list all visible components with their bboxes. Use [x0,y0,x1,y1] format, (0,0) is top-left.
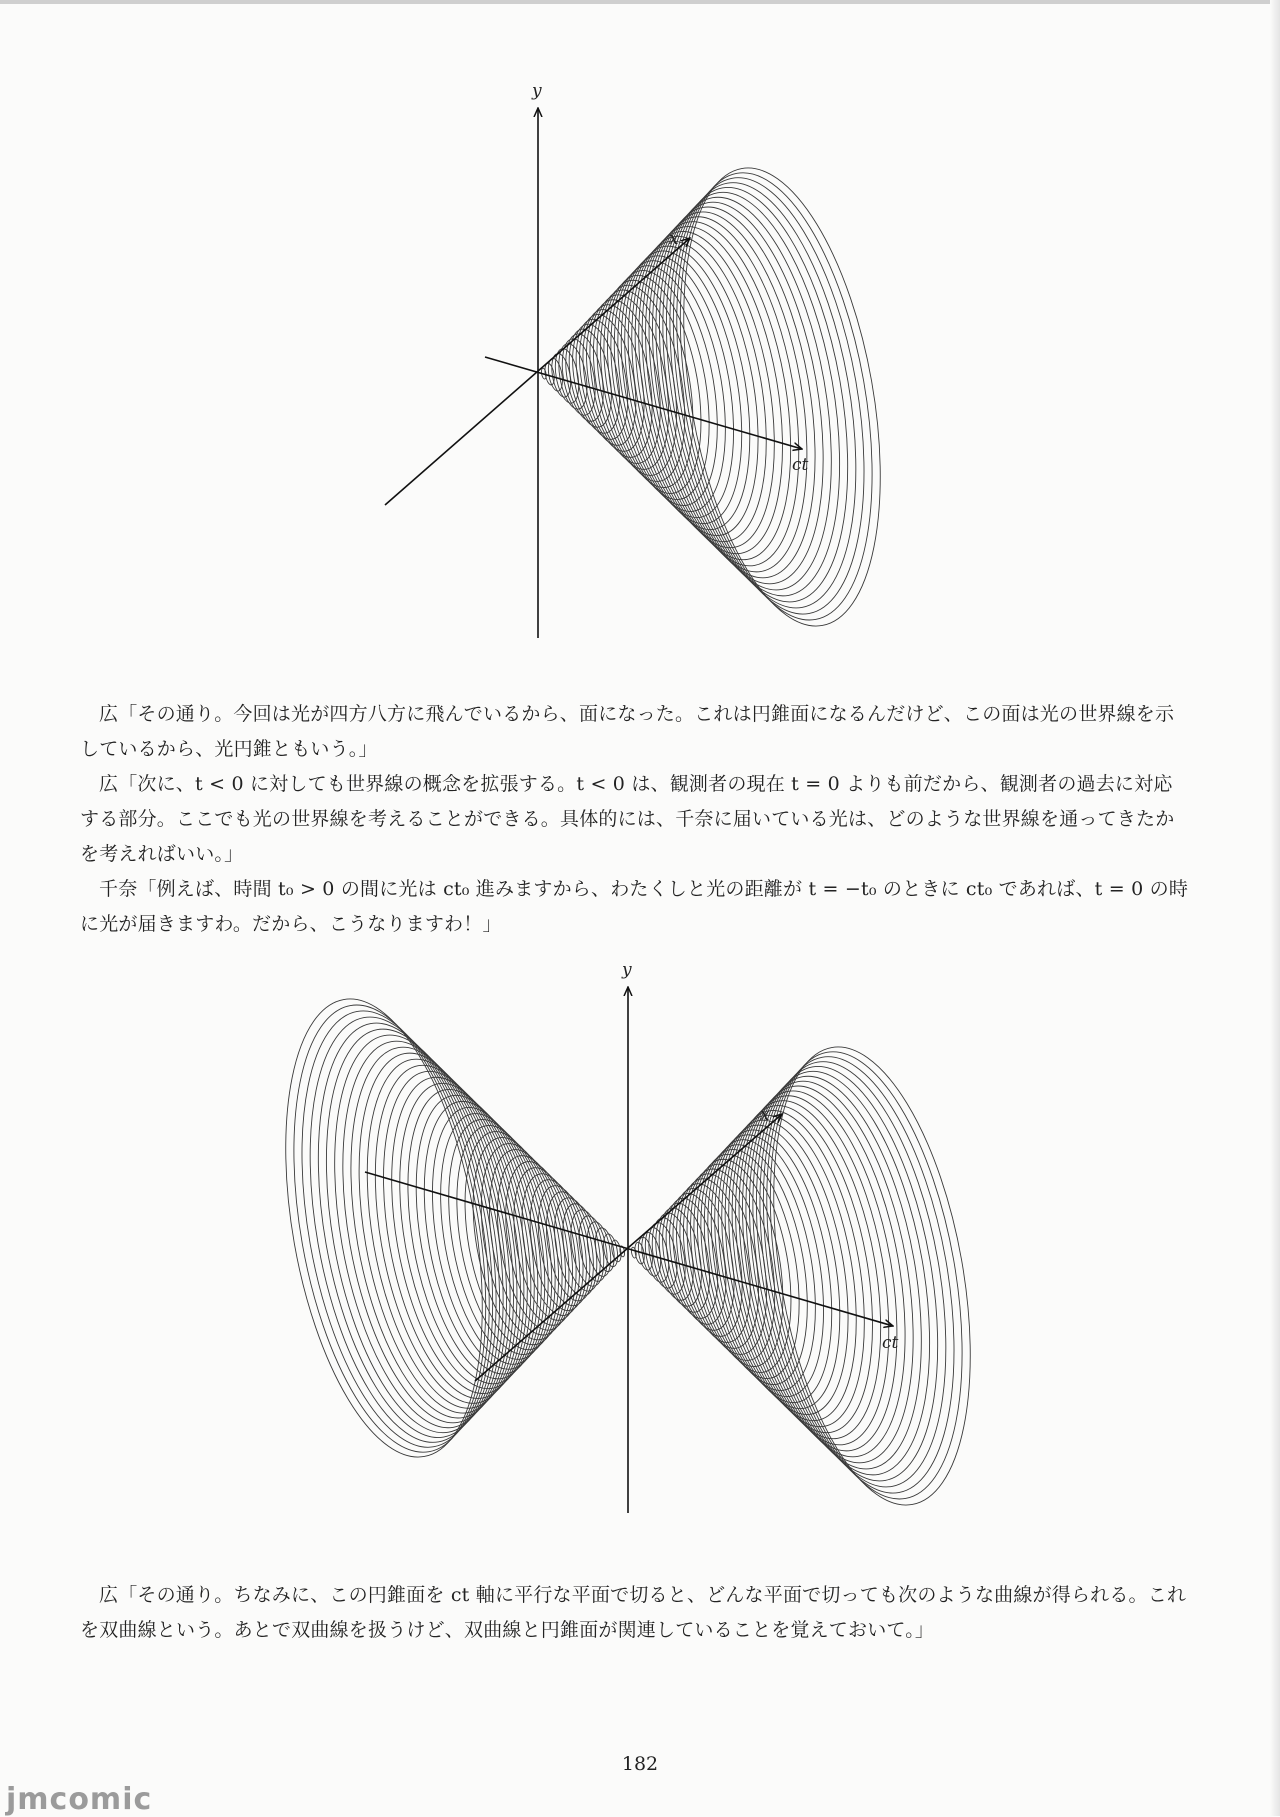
page-edge [0,0,1280,4]
y-axis-label: y [622,960,632,980]
cone-ring [720,1074,930,1469]
dialogue-text: 「その通り。今回は光が四方八方に飛んでいるから、面になった。これは円錐面になるんだけど、この面は光の世界線を示しているから、光円錐ともいう。」 [80,703,1175,760]
dialogue-paragraph [80,872,1190,942]
dialogue-text: 「その通り。ちなみに、この円錐面を ct 軸に平行な平面で切ると、どんな平面で切っても次のような曲線が得られる。これを双曲線という。あとで双曲線を扱うけど、双曲線と円錐面が関連していることを覚えておいて。」 [80,1584,1187,1641]
future-cone-surface [631,1032,1002,1521]
cone-ring [299,1016,528,1446]
double-light-cone-figure [0,945,1280,1565]
dialogue-text: 「例えば、時間 t₀ > 0 の間に光は ct₀ 進みますから、わたくしと光の距離が t = −t₀ のときに ct₀ であれば、t = 0 の時に光が届きますわ。だから、こうなりますわ！」 [80,878,1189,935]
x-axis-label: x [760,1105,770,1125]
cone-ring [316,1028,532,1435]
speaker-name: 千奈 [99,878,138,900]
speaker-name: 広 [99,773,119,795]
speaker-name: 広 [99,1584,119,1606]
cone-ring [290,1009,525,1451]
watermark-logo: jmcomic [6,1782,153,1817]
page-number: 182 [621,1753,659,1775]
cone-ring [325,1035,535,1430]
double-light-cone-diagram [0,945,1280,1565]
cone-ring [263,990,517,1467]
ct-axis-label: ct [882,1333,899,1353]
cone-ring [739,1037,993,1514]
cone-ring [649,158,903,635]
light-cone-diagram [0,60,1280,690]
dialogue-paragraph [80,697,1190,767]
dialogue-text: 「次に、t < 0 に対しても世界線の概念を拡張する。t < 0 は、観測者の現在 t = 0 よりも前だから、観測者の過去に対応する部分。ここでも光の世界線を考えることができる。具体的には、千奈に届いている光は、どのような世界線を通ってきたかを考えればいい。」 [80,773,1175,865]
dialogue-paragraph [80,767,1190,872]
cone-ring [630,195,840,590]
ct-axis-label: ct [792,455,809,475]
speaker-name: 広 [99,703,119,725]
y-axis-label: y [532,81,542,101]
light-cone-figure [0,60,1280,690]
past-cone-surface [254,984,625,1473]
cone-ring [723,1068,939,1475]
future-cone-surface [541,153,912,642]
dialogue-paragraph [80,1578,1190,1648]
cone-ring [633,189,849,596]
x-axis-label: x [669,229,679,249]
